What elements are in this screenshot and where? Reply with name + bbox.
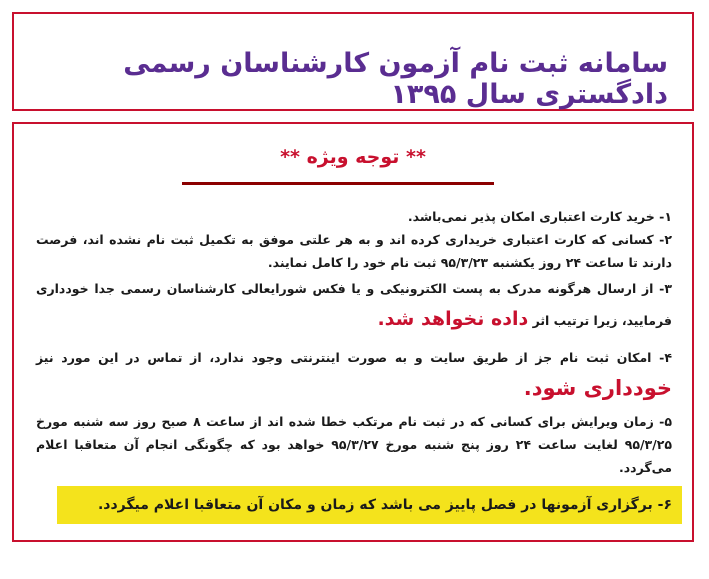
heading-underline [182,182,494,185]
notice-item-3 [36,274,672,336]
notice-item-2 [36,228,672,274]
notice-item-5-text: ۵- زمان ویرایش برای کسانی که در ثبت نام مرتکب خطا شده اند از ساعت ۸ صبح روز سه شنبه مورخ ۹۵/۳/۲۵ لغایت ساعت ۲۴ روز پنج شنبه مورخ ۹۵/۳/۲۷ خواهد بود که چگونگی انجام آن متعاقبا اعلام می‌گردد. [36,414,673,475]
notice-item-1 [36,206,672,228]
notice-item-1-text: ۱- خرید کارت اعتباری امکان پذیر نمی‌باشد. [407,209,672,224]
notice-item-6-text: ۶- برگزاری آزمونها در فصل پاییز می باشد که زمان و مکان آن متعاقبا اعلام میگردد. [97,497,672,513]
page-title: سامانه ثبت نام آزمون کارشناسان رسمی دادگستری سال ۱۳۹۵ [123,48,668,110]
notice-list [36,206,672,479]
notice-item-3-paragraph [36,274,672,336]
notice-item-2-text: ۲- کسانی که کارت اعتباری خریداری کرده اند و به هر علتی موفق به تکمیل ثبت نام نشده اند، فرصت دارند تا ساعت ۲۴ روز یکشنبه ۹۵/۳/۲۳ ثبت نام خود را کامل نمایند. [36,232,672,270]
notice-item-3-emphasis: داده نخواهد شد. [377,308,529,330]
notice-box [12,122,694,542]
notice-item-3-text: ۳- از ارسال هرگونه مدرک به پست الکترونیکی و یا فکس شورایعالی کارشناسان رسمی جدا خودداری فرمایید، زیرا ترتیب اثر [36,281,672,328]
notice-heading: ** توجه ویژه ** [280,146,426,168]
notice-item-4-text: ۴- امکان ثبت نام جز از طریق سایت و به صورت اینترنتی وجود ندارد، از تماس در این مورد نیز [36,350,672,365]
notice-item-4-emphasis: خودداری شود. [523,376,672,400]
notice-item-4 [36,342,672,406]
notice-item-6-highlight [57,486,682,524]
title-box [12,12,694,111]
notice-item-5 [36,410,672,479]
notice-item-4-paragraph [36,342,672,406]
